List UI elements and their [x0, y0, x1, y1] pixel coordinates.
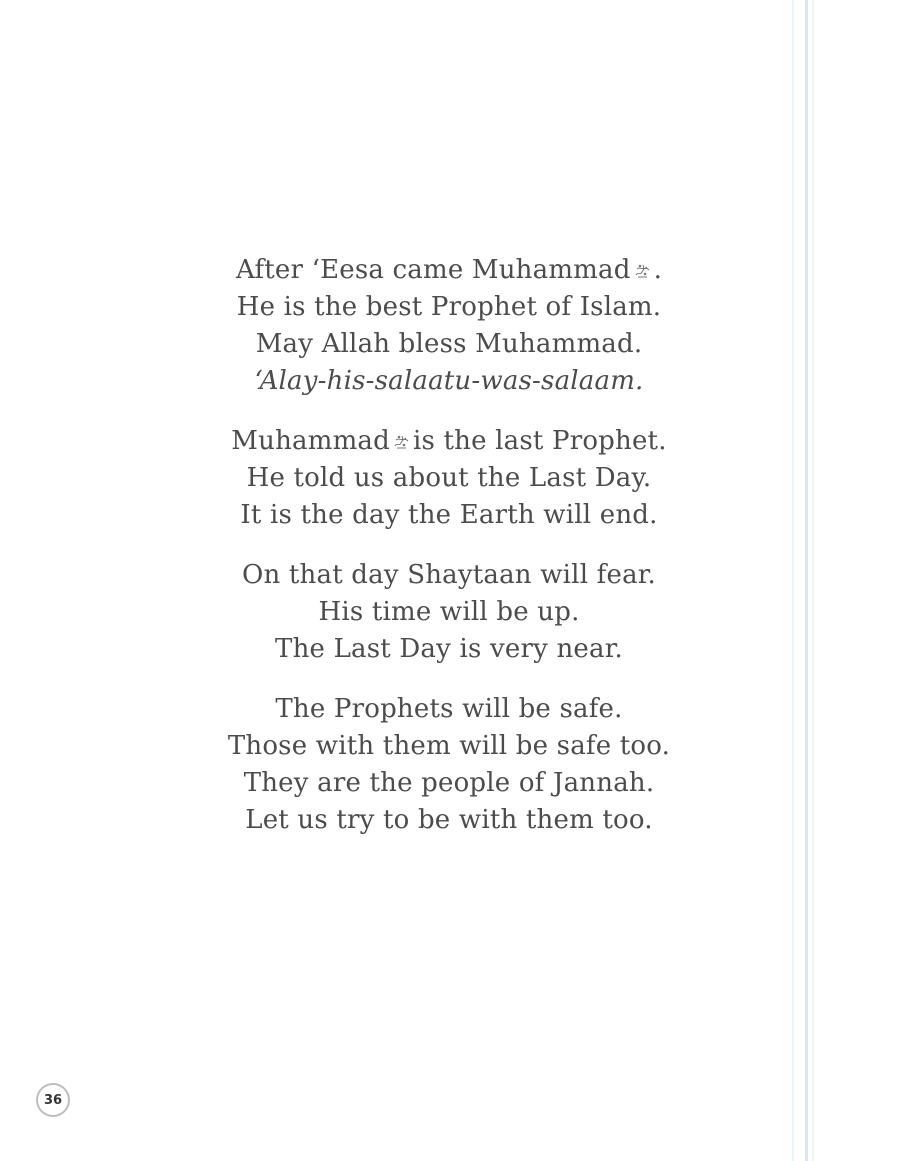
poem: [0, 252, 898, 862]
poem-line-text: is the last Prophet.: [412, 426, 667, 456]
poem-line: The Prophets will be safe.: [275, 694, 623, 724]
poem-line: The Last Day is very near.: [275, 634, 623, 664]
stanza-1: [0, 252, 898, 400]
poem-line: He is the best Prophet of Islam.: [236, 292, 662, 322]
salawat-seal-icon: [634, 263, 651, 279]
poem-line: Let us try to be with them too.: [245, 805, 653, 835]
page-number: 36: [36, 1083, 70, 1117]
poem-line: ‘Alay-his-salaatu-was-salaam.: [254, 366, 644, 396]
poem-line: He told us about the Last Day.: [246, 463, 652, 493]
poem-line: On that day Shaytaan will fear.: [241, 560, 657, 590]
poem-line-text: After ‘Eesa came Muhammad: [235, 255, 631, 285]
poem-line: [0, 252, 898, 289]
poem-line: [0, 423, 898, 460]
poem-line: Those with them will be safe too.: [227, 731, 671, 761]
stanza-3: [0, 557, 898, 668]
stanza-4: [0, 691, 898, 839]
stanza-2: [0, 423, 898, 534]
poem-line: They are the people of Jannah.: [243, 768, 655, 798]
salawat-seal-icon: [393, 434, 410, 450]
poem-line: It is the day the Earth will end.: [240, 500, 658, 530]
poem-line-text: .: [653, 255, 663, 285]
poem-line: May Allah bless Muhammad.: [255, 329, 643, 359]
poem-line-text: Muhammad: [231, 426, 390, 456]
poem-line: His time will be up.: [318, 597, 580, 627]
